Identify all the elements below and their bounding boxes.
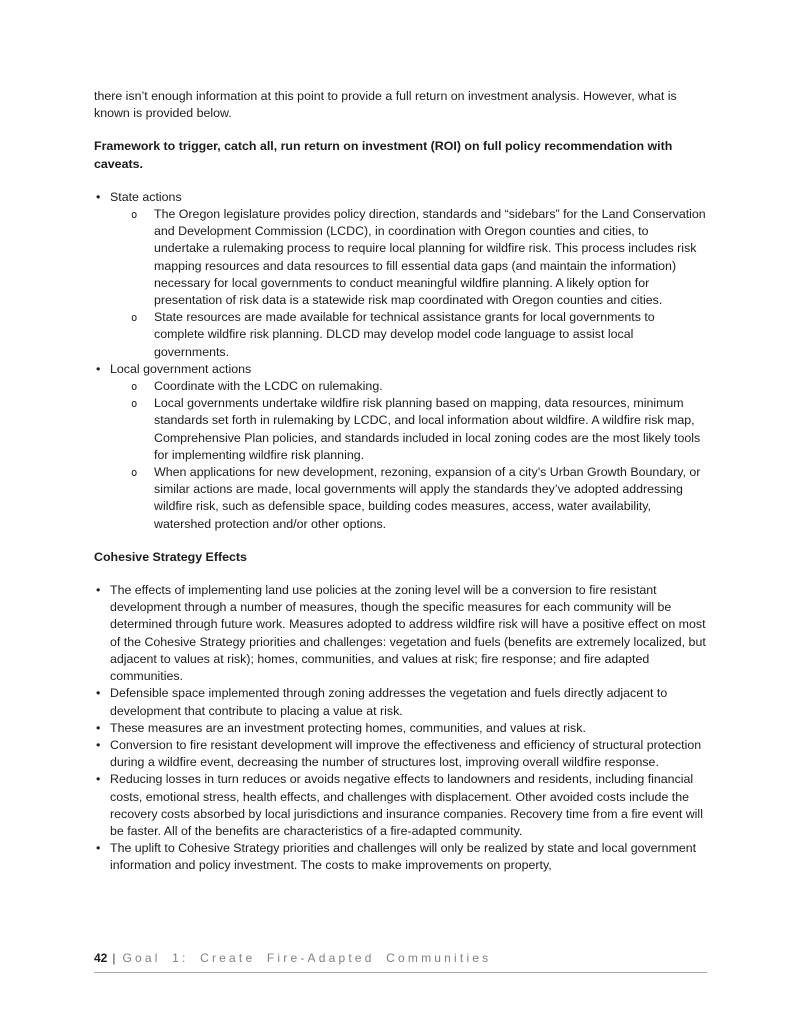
effects-list-item-text: The effects of implementing land use policies at the zoning level will be a conversion to fire resistant development through a number of measures, though the specific measures for each community will be determined through future work. Measures adopted to address wildfire risk will have a positive effect on most of the Cohesive Strategy priorities and challenges: vegetation and fuels (benefits are extremely localized, but adjacent to values at risk); homes, communities, and values at risk; fire response; and fire adapted communities. bbox=[110, 583, 706, 684]
circle-bullet-icon: o bbox=[131, 311, 138, 324]
bullet-icon: • bbox=[96, 361, 101, 376]
footer-title: Goal 1: Create Fire-Adapted Communities bbox=[122, 951, 492, 965]
effects-list-item bbox=[94, 720, 707, 737]
sub-list-item bbox=[110, 464, 707, 533]
list-item-label: Local government actions bbox=[110, 361, 252, 376]
bullet-icon: • bbox=[96, 686, 101, 701]
footer-separator: | bbox=[112, 951, 116, 965]
effects-list-item bbox=[94, 737, 707, 771]
sub-list-item-text: When applications for new development, rezoning, expansion of a city’s Urban Growth Boundary, or similar actions are made, local governments will apply the standards they’ve adopted addressing wildfire risk, such as defensible space, building codes measures, access, water availability, watershed protection and/or other options. bbox=[154, 465, 701, 531]
sub-list-item bbox=[110, 395, 707, 464]
sub-list-item-text: The Oregon legislature provides policy direction, standards and “sidebars” for the Land Conservation and Development Commission (LCDC), in coordination with Oregon counties and cities, to undertake a rulemaking process to require local planning for wildfire risk. This process includes risk mapping resources and data resources to fill essential data gaps (and maintain the information) necessary for local governments to conduct meaningful wildfire planning. A likely option for presentation of risk data is a statewide risk map coordinated with Oregon counties and cities. bbox=[154, 207, 706, 308]
circle-bullet-icon: o bbox=[131, 208, 138, 221]
bullet-icon: • bbox=[96, 737, 101, 752]
list-item-state-actions bbox=[94, 189, 707, 361]
list-item-label: State actions bbox=[110, 189, 182, 204]
effects-list-item-text: Reducing losses in turn reduces or avoids negative effects to landowners and residents, including financial costs, emotional stress, health effects, and challenges with displacement. Other avoided costs include the recovery costs absorbed by local jurisdictions and insurance companies. Recovery time from a fire event will be faster. All of the benefits are characteristics of a fire-adapted community. bbox=[110, 772, 703, 838]
bullet-icon: • bbox=[96, 720, 101, 735]
effects-list-item bbox=[94, 840, 707, 874]
sub-list-item bbox=[110, 378, 707, 395]
sub-list-item bbox=[110, 206, 707, 309]
bullet-icon: • bbox=[96, 772, 101, 787]
bullet-icon: • bbox=[96, 583, 101, 598]
sub-list-item-text: Local governments undertake wildfire risk planning based on mapping, data resources, minimum standards set forth in rulemaking by LCDC, and local information about wildfire. A wildfire risk map, Comprehensive Plan policies, and standards included in local zoning codes are the most likely tools for implementing wildfire risk planning. bbox=[154, 396, 701, 462]
sub-list-item bbox=[110, 309, 707, 361]
effects-list-item bbox=[94, 685, 707, 719]
effects-list bbox=[94, 582, 707, 874]
sub-list-item-text: State resources are made available for technical assistance grants for local governments to complete wildfire risk planning. DLCD may develop model code language to assist local governments. bbox=[154, 310, 655, 359]
effects-list-item bbox=[94, 582, 707, 685]
page-number: 42 bbox=[94, 951, 108, 965]
effects-list-item bbox=[94, 771, 707, 840]
circle-bullet-icon: o bbox=[131, 397, 138, 410]
bullet-icon: • bbox=[96, 841, 101, 856]
effects-list-item-text: The uplift to Cohesive Strategy priorities and challenges will only be realized by state and local government information and policy investment. The costs to make improvements on property, bbox=[110, 841, 697, 873]
effects-list-item-text: Defensible space implemented through zoning addresses the vegetation and fuels directly adjacent to development that contribute to placing a value at risk. bbox=[110, 686, 668, 718]
effects-list-item-text: Conversion to fire resistant development will improve the effectiveness and efficiency of structural protection during a wildfire event, decreasing the number of structures lost, improving overall wildfire response. bbox=[110, 737, 702, 770]
state-actions-sublist bbox=[110, 206, 707, 361]
circle-bullet-icon: o bbox=[131, 466, 138, 479]
page-content bbox=[94, 88, 707, 891]
list-item-local-government-actions bbox=[94, 361, 707, 533]
circle-bullet-icon: o bbox=[131, 380, 138, 393]
framework-list bbox=[94, 189, 707, 533]
bullet-icon: • bbox=[96, 189, 101, 204]
effects-heading: Cohesive Strategy Effects bbox=[94, 549, 247, 564]
sub-list-item-text: Coordinate with the LCDC on rulemaking. bbox=[154, 379, 383, 394]
intro-paragraph: there isn’t enough information at this point to provide a full return on investment analysis. However, what is known is provided below. bbox=[94, 89, 677, 121]
page-footer bbox=[94, 951, 707, 973]
effects-list-item-text: These measures are an investment protecting homes, communities, and values at risk. bbox=[110, 720, 586, 735]
local-government-sublist bbox=[110, 378, 707, 533]
framework-heading: Framework to trigger, catch all, run return on investment (ROI) on full policy recommendation with caveats. bbox=[94, 139, 673, 171]
